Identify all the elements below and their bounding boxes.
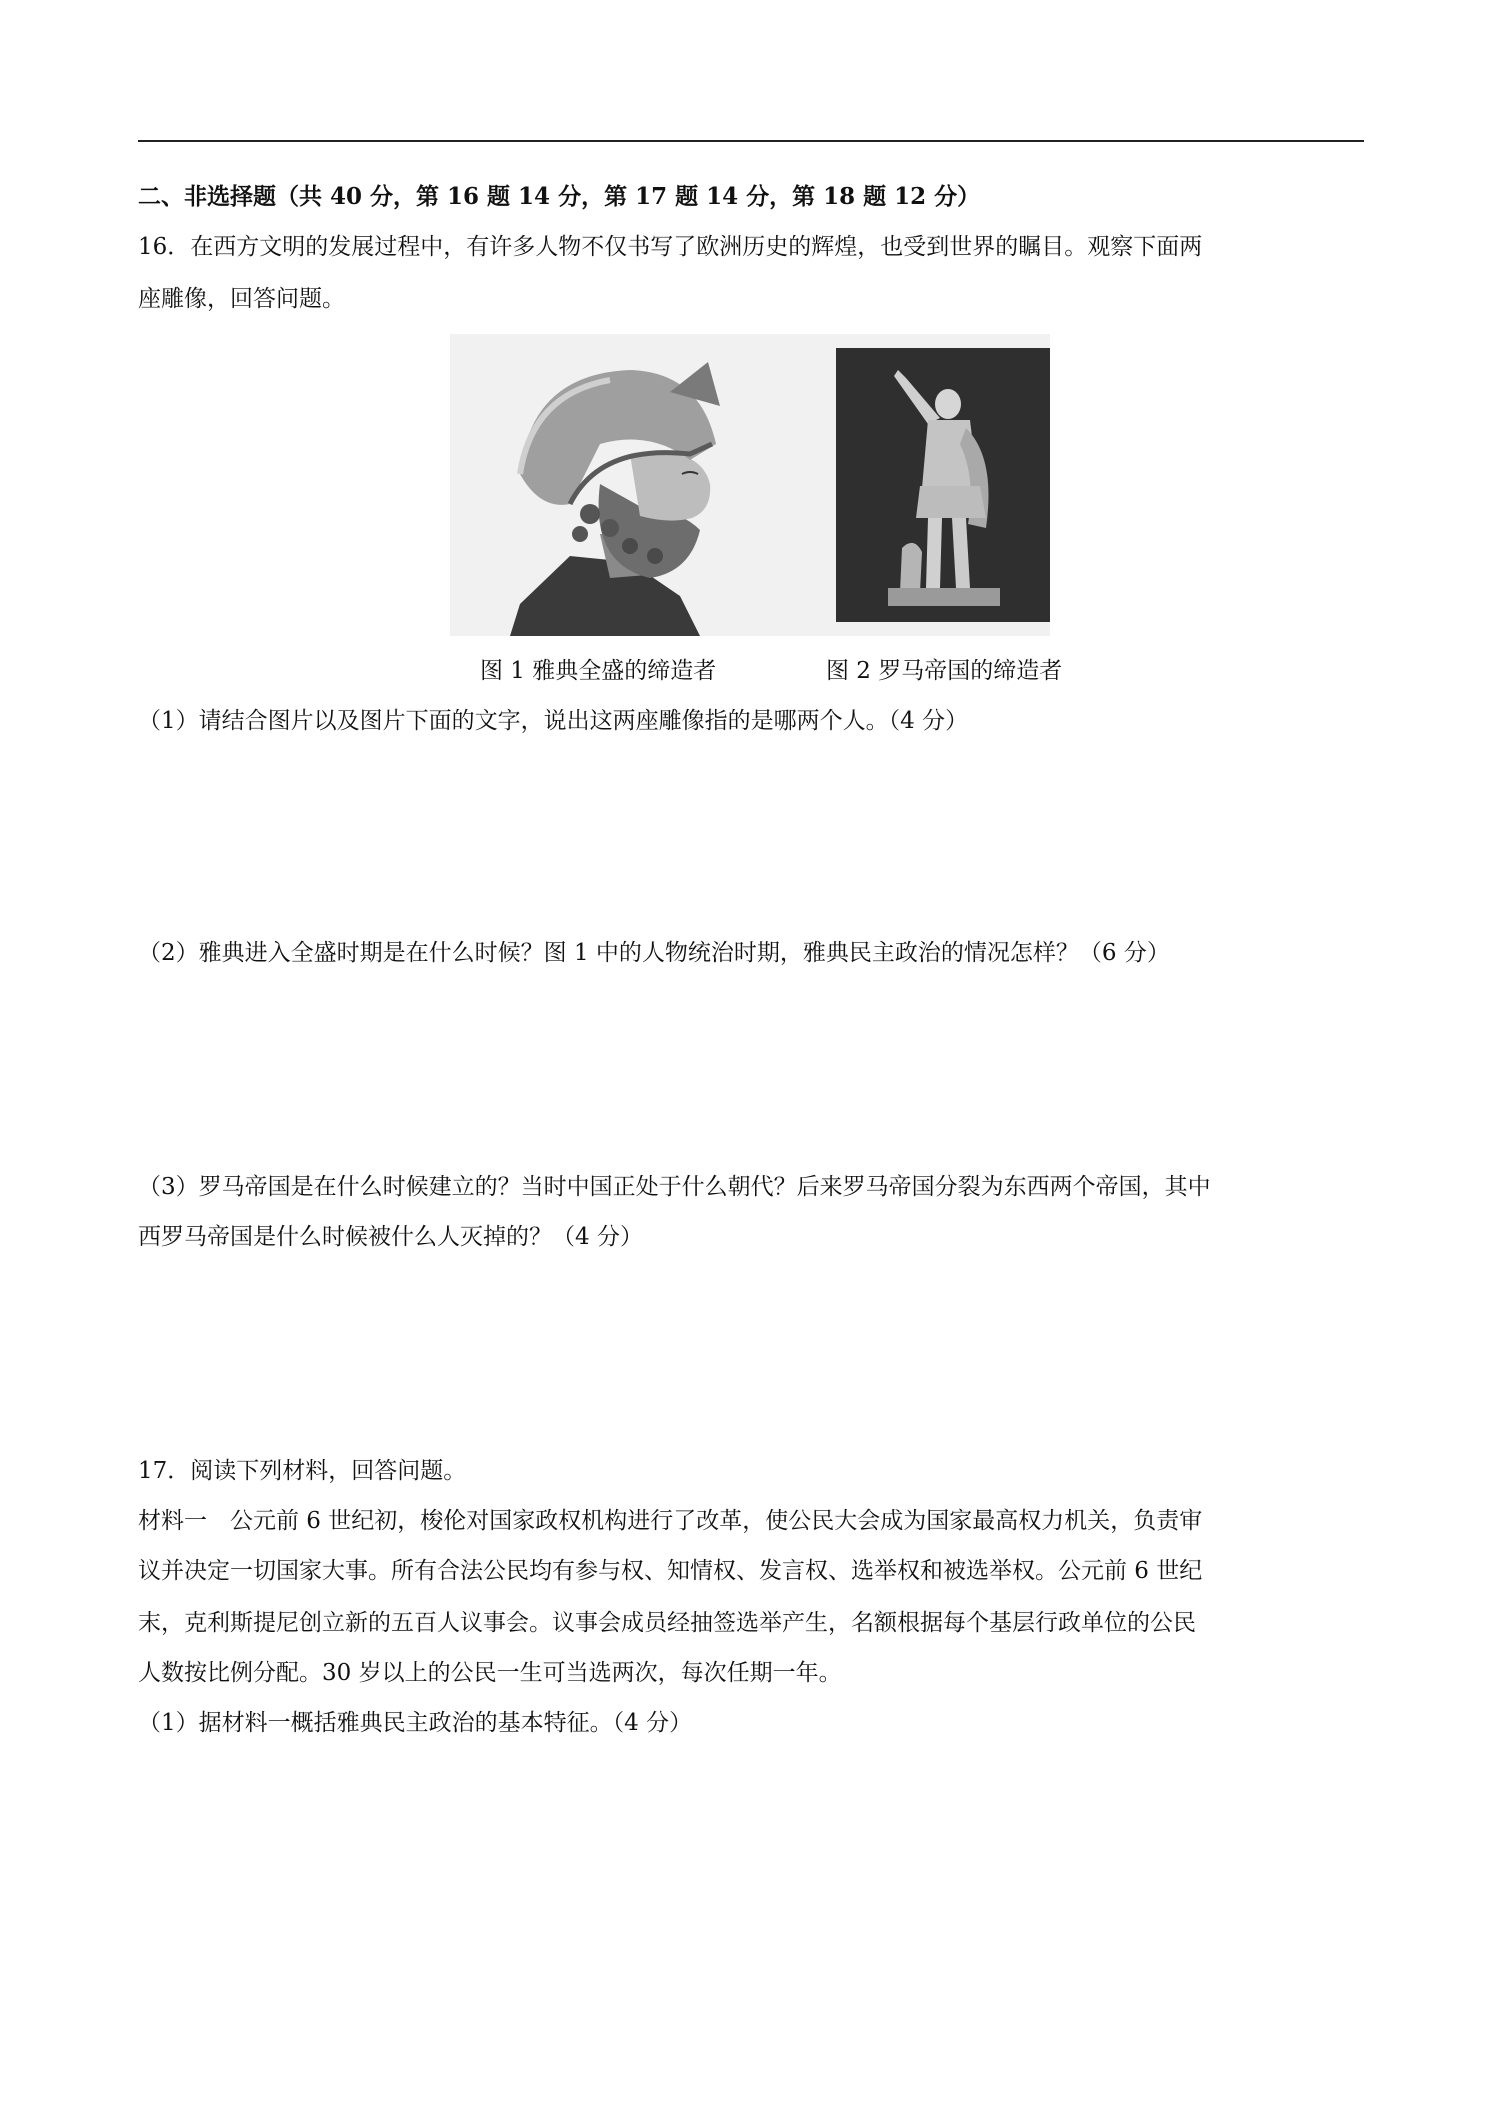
augustus-statue-image	[836, 348, 1050, 622]
header-rule	[138, 140, 1364, 142]
q16-intro-line1: 16．在西方文明的发展过程中，有许多人物不仅书写了欧洲历史的辉煌，也受到世界的瞩目。观察下面两	[138, 234, 1203, 260]
q17-intro: 17．阅读下列材料，回答问题。	[138, 1458, 467, 1484]
q16-subquestion-3-line2: 西罗马帝国是什么时候被什么人灭掉的？（4 分）	[138, 1224, 643, 1250]
q17-subquestion-1: （1）据材料一概括雅典民主政治的基本特征。（4 分）	[138, 1710, 693, 1736]
section-heading: 二、非选择题（共 40 分，第 16 题 14 分，第 17 题 14 分，第 18 题 12 分）	[138, 183, 981, 210]
q16-subquestion-1: （1）请结合图片以及图片下面的文字，说出这两座雕像指的是哪两个人。（4 分）	[138, 708, 969, 734]
q16-intro-line2: 座雕像，回答问题。	[138, 286, 345, 312]
q16-subquestion-2: （2）雅典进入全盛时期是在什么时候？图 1 中的人物统治时期，雅典民主政治的情况怎样？（6 分）	[138, 940, 1170, 966]
q17-material-line3: 末，克利斯提尼创立新的五百人议事会。议事会成员经抽签选举产生，名额根据每个基层行政单位的公民	[138, 1610, 1196, 1636]
q17-material-line2: 议并决定一切国家大事。所有合法公民均有参与权、知情权、发言权、选举权和被选举权。公元前 6 世纪	[138, 1558, 1203, 1584]
q17-material-line1: 材料一 公元前 6 世纪初，梭伦对国家政权机构进行了改革，使公民大会成为国家最高权力机关，负责审	[138, 1508, 1203, 1534]
q16-subquestion-3-line1: （3）罗马帝国是在什么时候建立的？当时中国正处于什么朝代？后来罗马帝国分裂为东西两个帝国，其中	[138, 1174, 1211, 1200]
pericles-bust-image	[450, 334, 806, 636]
q16-figures	[450, 334, 1050, 636]
figure1-caption: 图 1 雅典全盛的缔造者	[480, 658, 717, 684]
q17-material-line4: 人数按比例分配。30 岁以上的公民一生可当选两次，每次任期一年。	[138, 1660, 842, 1686]
figure2-caption: 图 2 罗马帝国的缔造者	[826, 658, 1063, 684]
